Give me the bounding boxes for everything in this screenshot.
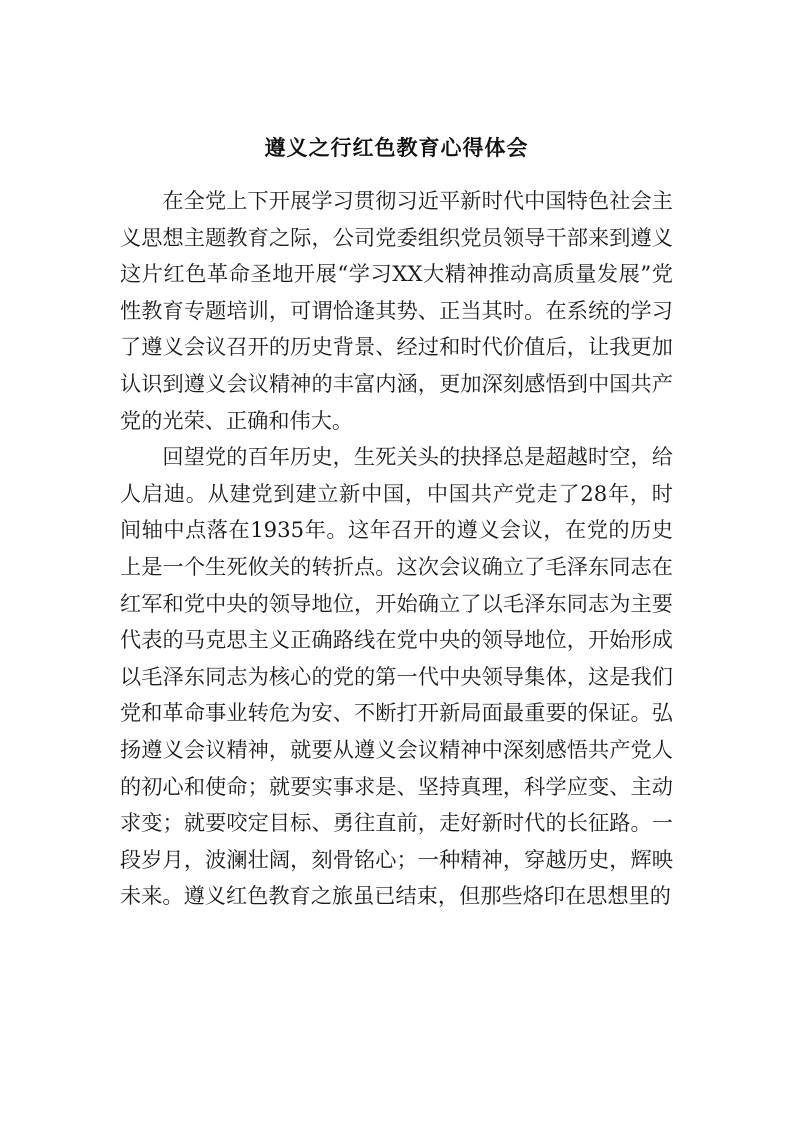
paragraph-2: 回望党的百年历史，生死关头的抉择总是超越时空，给人启迪。从建党到建立新中国，中国共产党走了28年，时间轴中点落在1935年。这年召开的遵义会议，在党的历史上是一个生死攸关的转折点。这次会议确立了毛泽东同志在红军和党中央的领导地位，开始确立了以毛泽东同志为主要代表的马克思主义正确路线在党中央的领导地位，开始形成以毛泽东同志为核心的党的第一代中央领导集体，这是我们党和革命事业转危为安、不断打开新局面最重要的保证。弘扬遵义会议精神，就要从遵义会议精神中深刻感悟共产党人的初心和使命；就要实事求是、坚持真理，科学应变、主动求变；就要咬定目标、勇往直前，走好新时代的长征路。一段岁月，波澜壮阔，刻骨铭心；一种精神，穿越历史，辉映未来。遵义红色教育之旅虽已结束，但那些烙印在思想里的 xyxy=(120,444,673,909)
document-body xyxy=(120,183,673,915)
paragraph-1: 在全党上下开展学习贯彻习近平新时代中国特色社会主义思想主题教育之际，公司党委组织党员领导干部来到遵义这片红色革命圣地开展“学习XX大精神推动高质量发展”党性教育专题培训，可谓恰逢其势、正当其时。在系统的学习了遵义会议召开的历史背景、经过和时代价值后，让我更加认识到遵义会议精神的丰富内涵，更加深刻感悟到中国共产党的光荣、正确和伟大。 xyxy=(120,188,673,433)
document-title: 遵义之行红色教育心得体会 xyxy=(264,135,529,160)
